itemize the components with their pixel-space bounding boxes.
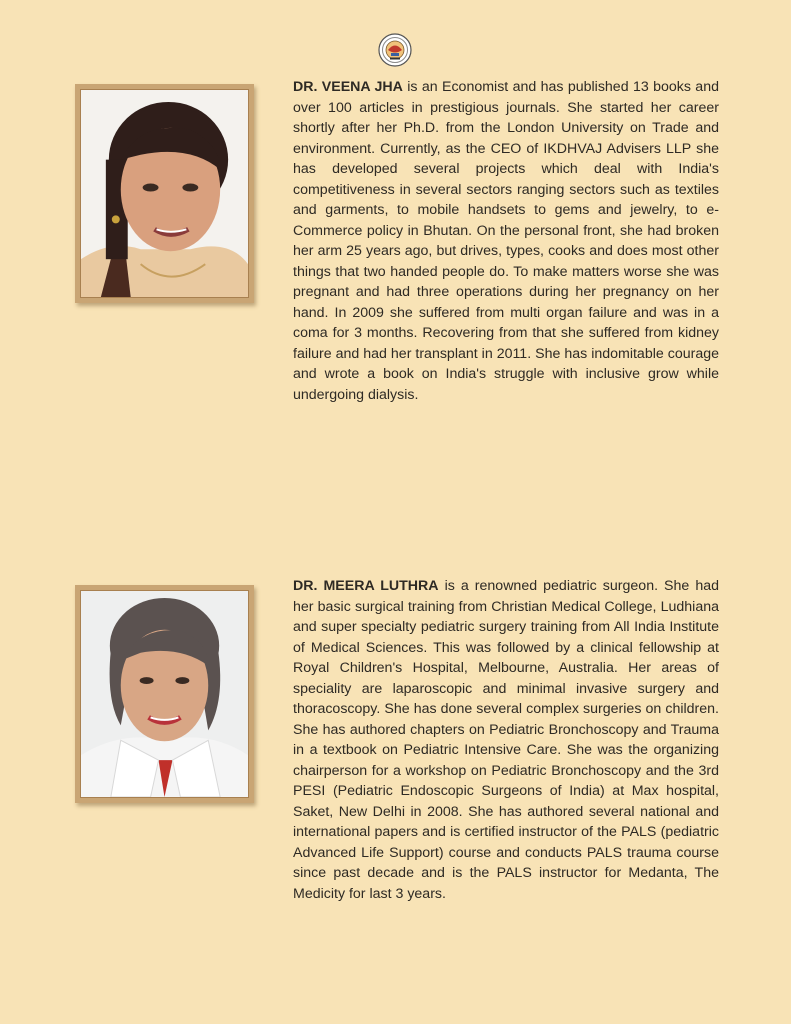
- bio-name: DR. VEENA JHA: [293, 79, 403, 95]
- profile-photo-meera-luthra: [75, 585, 254, 803]
- bio-name: DR. MEERA LUTHRA: [293, 578, 439, 594]
- bio-text: is a renowned pediatric surgeon. She had her basic surgical training from Christian Medical College, Ludhiana and super specialty pediatric surgery training from All India Institute of Medical Sciences. This was followed by a clinical fellowship at Royal Children's Hospital, Melbourne, Australia. Her areas of speciality are laparoscopic and minimal invasive surgery and thoracoscopy. She has done several complex surgeries on children. She has authored chapters on Pediatric Bronchoscopy and Trauma in a textbook on Pediatric Intensive Care. She was the organizing chairperson for a workshop on Pediatric Bronchoscopy and the 3rd PESI (Pediatric Endoscopic Surgeons of India) at Max hospital, Saket, New Delhi in 2008. She has authored several national and international papers and is certified instructor of the PALS (pediatric Advanced Life Support) course and conducts PALS trauma course since past decade and is the PALS instructor for Medanta, The Medicity for last 3 years.: [293, 578, 720, 902]
- bio-meera-luthra: [293, 576, 719, 904]
- bio-veena-jha: [293, 77, 719, 405]
- bio-text: is an Economist and has published 13 books and over 100 articles in prestigious journals. She started her career shortly after her Ph.D. from the London University on Trade and environment. Currently, as the CEO of IKDHVAJ Advisers LLP she has developed several projects which deal with India's competitiveness in several sectors ranging sectors such as textiles and garments, to mobile handsets to gems and jewelry, to e-Commerce policy in Bhutan. On the personal front, she had broken her arm 25 years ago, but drives, types, cooks and does most other things that two handed people do. To make matters worse she was pregnant and had three operations during her pregnancy on her hand. In 2009 she suffered from multi organ failure and was in a coma for 3 months. Recovering from that she suffered from kidney failure and had her transplant in 2011. She has indomitable courage and wrote a book on India's struggle with inclusive grow while undergoing dialysis.: [293, 79, 719, 403]
- organization-seal-icon: [378, 33, 412, 67]
- profile-photo-veena-jha: [75, 84, 254, 303]
